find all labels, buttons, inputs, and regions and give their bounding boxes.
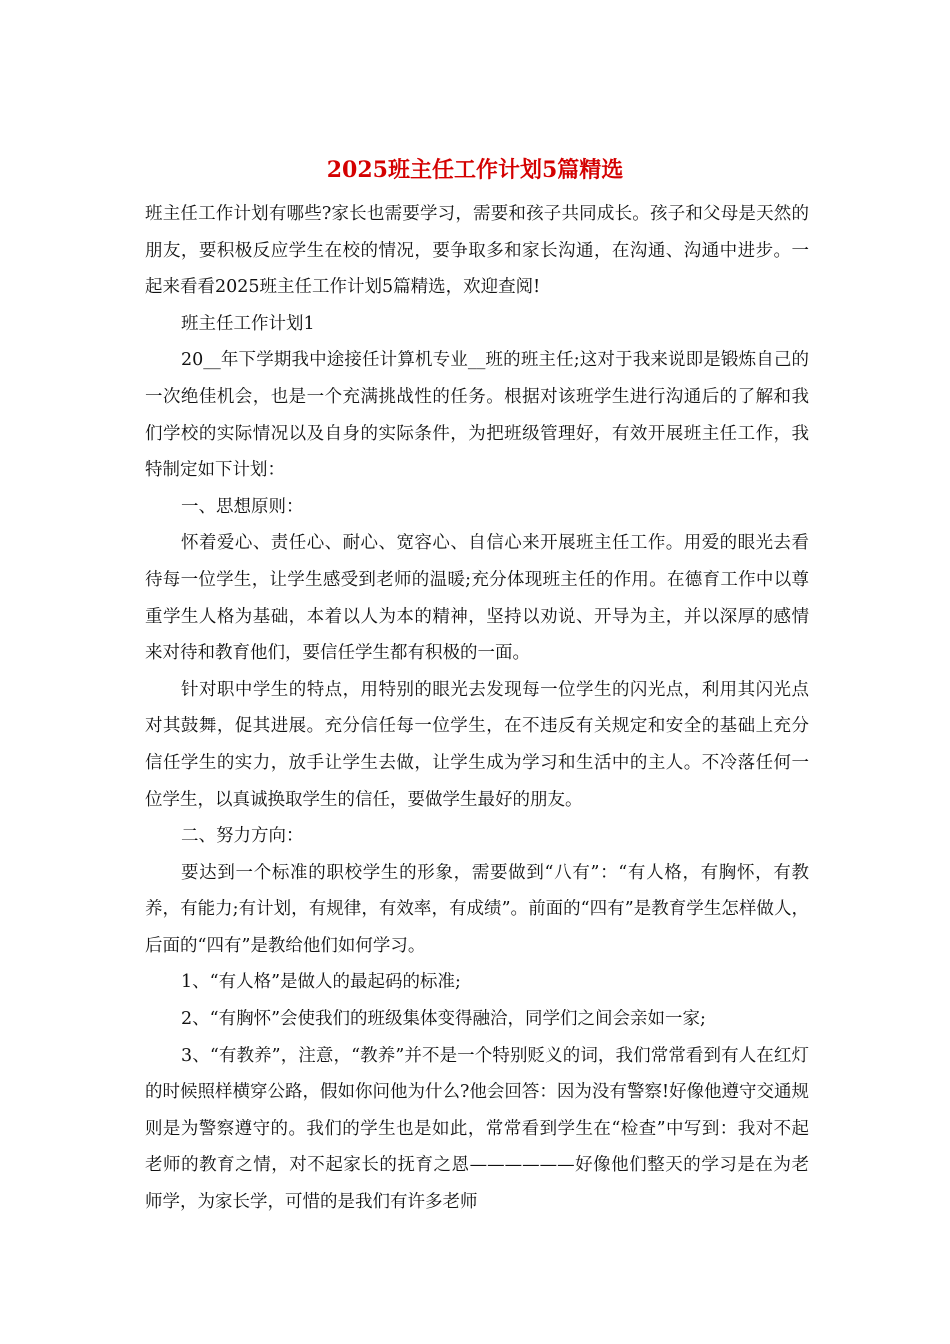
intro-paragraph: 班主任工作计划有哪些?家长也需要学习，需要和孩子共同成长。孩子和父母是天然的朋友，要积极反应学生在校的情况，要争取多和家长沟通，在沟通、沟通中进步。一起来看看2025班主任工作计划5篇精选，欢迎查阅! (145, 204, 809, 298)
direction-paragraph: 要达到一个标准的职校学生的形象，需要做到“八有”：“有人格，有胸怀，有教养，有能力;有计划，有规律，有效率，有成绩”。前面的“四有”是教育学生怎样做人，后面的“四有”是教给他们如何学习。 (145, 862, 809, 956)
document-title: 2025班主任工作计划5篇精选 (326, 157, 624, 183)
plan-1-opening-paragraph: 20__年下学期我中途接任计算机专业__班的班主任;这对于我来说即是锻炼自己的一次绝佳机会，也是一个充满挑战性的任务。根据对该班学生进行沟通后的了解和我们学校的实际情况以及自身的实际条件，为把班级管理好，有效开展班主任工作，我特制定如下计划： (145, 350, 809, 481)
subheading-ideological-principles: 一、思想原则： (181, 496, 304, 517)
list-item-3: 3、“有教养”，注意，“教养”并不是一个特别贬义的词，我们常常看到有人在红灯的时候照样横穿公路，假如你问他为什么?他会回答：因为没有警察!好像他遵守交通规则是为警察遵守的。我们的学生也是如此，常常看到学生在“检查”中写到：我对不起老师的教育之情，对不起家长的抚育之恩——————好像他们整天的学习是在为老师学，为家长学，可惜的是我们有许多老师 (145, 1045, 809, 1213)
principles-paragraph-1: 怀着爱心、责任心、耐心、宽容心、自信心来开展班主任工作。用爱的眼光去看待每一位学生，让学生感受到老师的温暖;充分体现班主任的作用。在德育工作中以尊重学生人格为基础，本着以人为本的精神，坚持以劝说、开导为主，并以深厚的感情来对待和教育他们，要信任学生都有积极的一面。 (145, 533, 809, 664)
document-body (145, 196, 809, 1221)
section-heading-plan-1: 班主任工作计划1 (181, 313, 315, 334)
subheading-effort-direction: 二、努力方向： (181, 826, 304, 847)
list-item-2: 2、“有胸怀”会使我们的班级集体变得融洽，同学们之间会亲如一家; (181, 1009, 706, 1030)
list-item-1: 1、“有人格”是做人的最起码的标准; (181, 972, 461, 993)
principles-paragraph-2: 针对职中学生的特点，用特别的眼光去发现每一位学生的闪光点，利用其闪光点对其鼓舞，促其进展。充分信任每一位学生，在不违反有关规定和安全的基础上充分信任学生的实力，放手让学生去做，让学生成为学习和生活中的主人。不冷落任何一位学生，以真诚换取学生的信任，要做学生最好的朋友。 (145, 679, 809, 810)
